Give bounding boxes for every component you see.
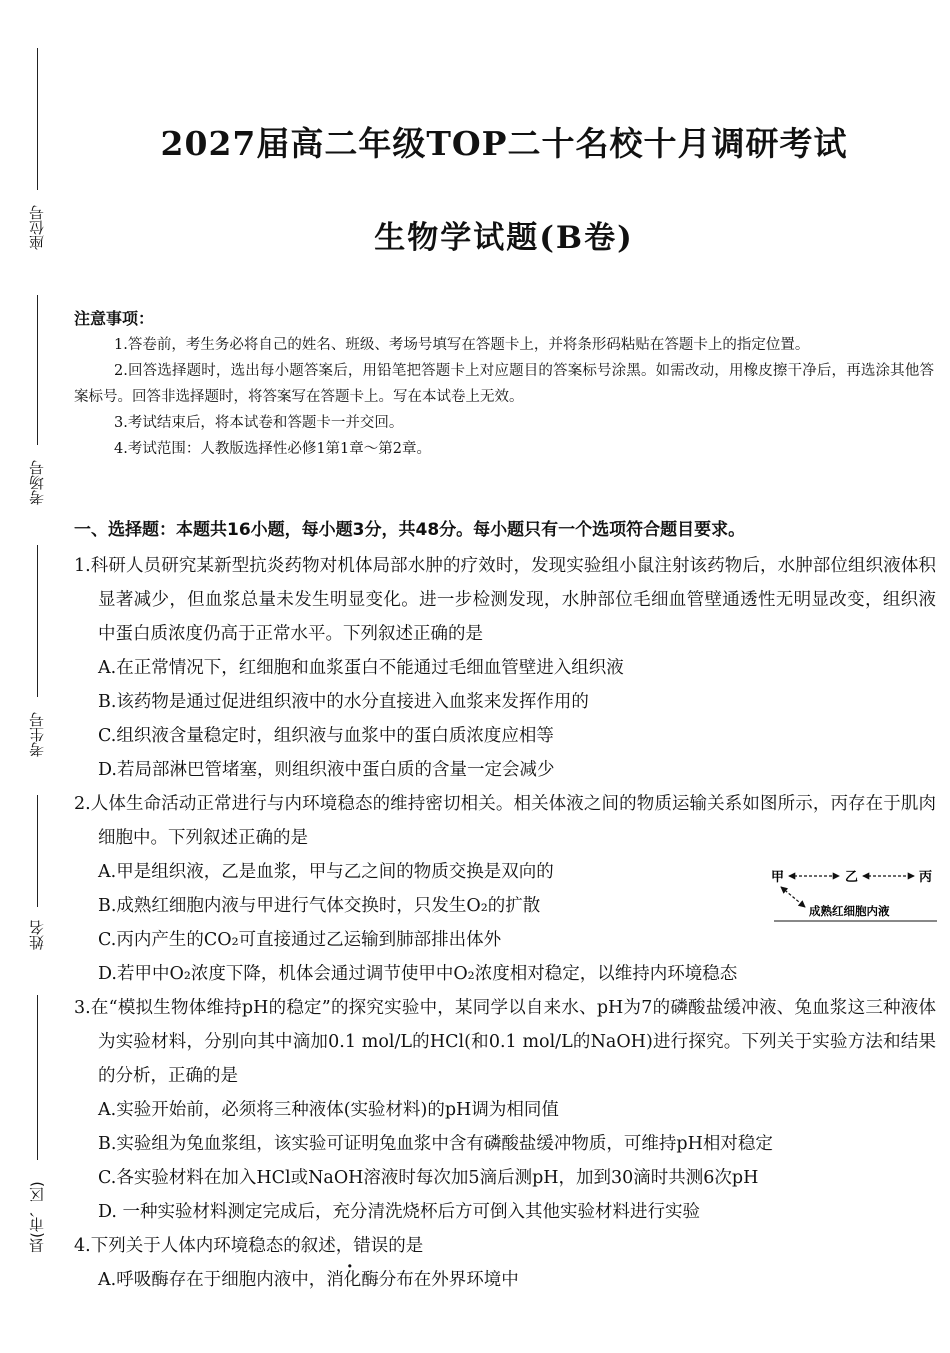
stem-suffix: 的是 xyxy=(388,1236,424,1256)
option-a: A.在正常情况下，红细胞和血浆蛋白不能通过毛细血管壁进入组织液 xyxy=(98,658,624,678)
county-label: 县(市、区) xyxy=(28,1181,46,1253)
stem-prefix: 4.下列关于人体内环境稳态的叙述， xyxy=(74,1236,354,1256)
option-b: B.该药物是通过促进组织液中的水分直接进入血浆来发挥作用的 xyxy=(98,692,589,712)
paper-subtitle: 生物学试题(B卷) xyxy=(374,220,634,256)
option-c: C.各实验材料在加入HCl或NaOH溶液时每次加5滴后测pH，加到30滴时共测6次pH xyxy=(98,1168,759,1188)
emphasis-word: 错误 xyxy=(353,1236,389,1256)
option-b: B.成熟红细胞内液与甲进行气体交换时，只发生O₂的扩散 xyxy=(98,896,541,916)
question-stem: 2.人体生命活动正常进行与内环境稳态的维持密切相关。相关体液之间的物质运输关系如图所示，丙存在于肌肉细胞中。下列叙述正确的是 xyxy=(74,794,936,848)
question-stem: 1.科研人员研究某新型抗炎药物对机体局部水肿的疗效时，发现实验组小鼠注射该药物后，水肿部位组织液体积显著减少，但血浆总量未发生明显变化。进一步检测发现，水肿部位毛细血管壁通透性无明显改变，组织液中蛋白质浓度仍高于正常水平。下列叙述正确的是 xyxy=(74,556,936,644)
margin-line xyxy=(37,795,38,907)
body-fluid-diagram xyxy=(769,865,939,925)
question-1 xyxy=(74,549,936,787)
option-b: B.实验组为兔血浆组，该实验可证明兔血浆中含有磷酸盐缓冲物质，可维持pH相对稳定 xyxy=(98,1134,773,1154)
diagram-node-jia: 甲 xyxy=(771,870,785,885)
notice-block xyxy=(74,306,934,462)
section-heading: 一、选择题：本题共16小题，每小题3分，共48分。每小题只有一个选项符合题目要求。 xyxy=(74,520,746,540)
question-4 xyxy=(74,1229,936,1297)
option-a: A.甲是组织液，乙是血浆，甲与乙之间的物质交换是双向的 xyxy=(98,862,554,882)
question-2 xyxy=(74,787,936,991)
question-list xyxy=(74,549,936,1297)
option-d: D.若甲中O₂浓度下降，机体会通过调节使甲中O₂浓度相对稳定，以维持内环境稳态 xyxy=(98,964,738,984)
name-label: 姓名 xyxy=(28,920,46,950)
question-stem xyxy=(74,1229,936,1263)
exam-room-label: 考场号 xyxy=(28,460,46,506)
seat-number-label: 座位号 xyxy=(28,205,46,251)
candidate-number-label: 考生号 xyxy=(28,712,46,758)
exam-title: 2027届高二年级TOP二十名校十月调研考试 xyxy=(160,124,848,163)
diagram-node-yi: 乙 xyxy=(845,870,859,885)
margin-line xyxy=(37,545,38,697)
margin-line xyxy=(37,995,38,1160)
notice-item: 3.考试结束后，将本试卷和答题卡一并交回。 xyxy=(114,415,404,431)
question-stem: 3.在“模拟生物体维持pH的稳定”的探究实验中，某同学以自来水、pH为7的磷酸盐缓冲液、兔血浆这三种液体为实验材料，分别向其中滴加0.1 mol/L的HCl(和0.1 mol/L的NaOH)进行探究。下列关于实验方法和结果的分析，正确的是 xyxy=(74,998,936,1086)
option-c: C.组织液含量稳定时，组织液与血浆中的蛋白质浓度应相等 xyxy=(98,726,554,746)
option-a: A.呼吸酶存在于细胞内液中，消化酶分布在外界环境中 xyxy=(98,1270,519,1290)
option-a: A.实验开始前，必须将三种液体(实验材料)的pH调为相同值 xyxy=(98,1100,559,1120)
question-3 xyxy=(74,991,936,1229)
option-d: D. 一种实验材料测定完成后，充分清洗烧杯后方可倒入其他实验材料进行实验 xyxy=(98,1202,701,1222)
arrow-jia-rbc xyxy=(781,887,805,907)
notice-title: 注意事项： xyxy=(74,309,155,328)
diagram-node-rbc: 成熟红细胞内液 xyxy=(809,904,890,918)
diagram-node-bing: 丙 xyxy=(919,870,933,885)
binding-margin xyxy=(0,0,60,1353)
margin-line xyxy=(37,48,38,190)
notice-item: 1.答卷前，考生务必将自己的姓名、班级、考场号填写在答题卡上，并将条形码粘贴在答题卡上的指定位置。 xyxy=(114,337,810,353)
margin-line xyxy=(37,295,38,445)
option-d: D.若局部淋巴管堵塞，则组织液中蛋白质的含量一定会减少 xyxy=(98,760,555,780)
question-2-options xyxy=(74,855,936,991)
notice-item: 2.回答选择题时，选出每小题答案后，用铅笔把答题卡上对应题目的答案标号涂黑。如需改动，用橡皮擦干净后，再选涂其他答案标号。回答非选择题时，将答案写在答题卡上。写在本试卷上无效。 xyxy=(74,363,934,405)
option-c: C.丙内产生的CO₂可直接通过乙运输到肺部排出体外 xyxy=(98,930,502,950)
notice-item: 4.考试范围：人教版选择性必修1第1章～第2章。 xyxy=(114,441,432,457)
